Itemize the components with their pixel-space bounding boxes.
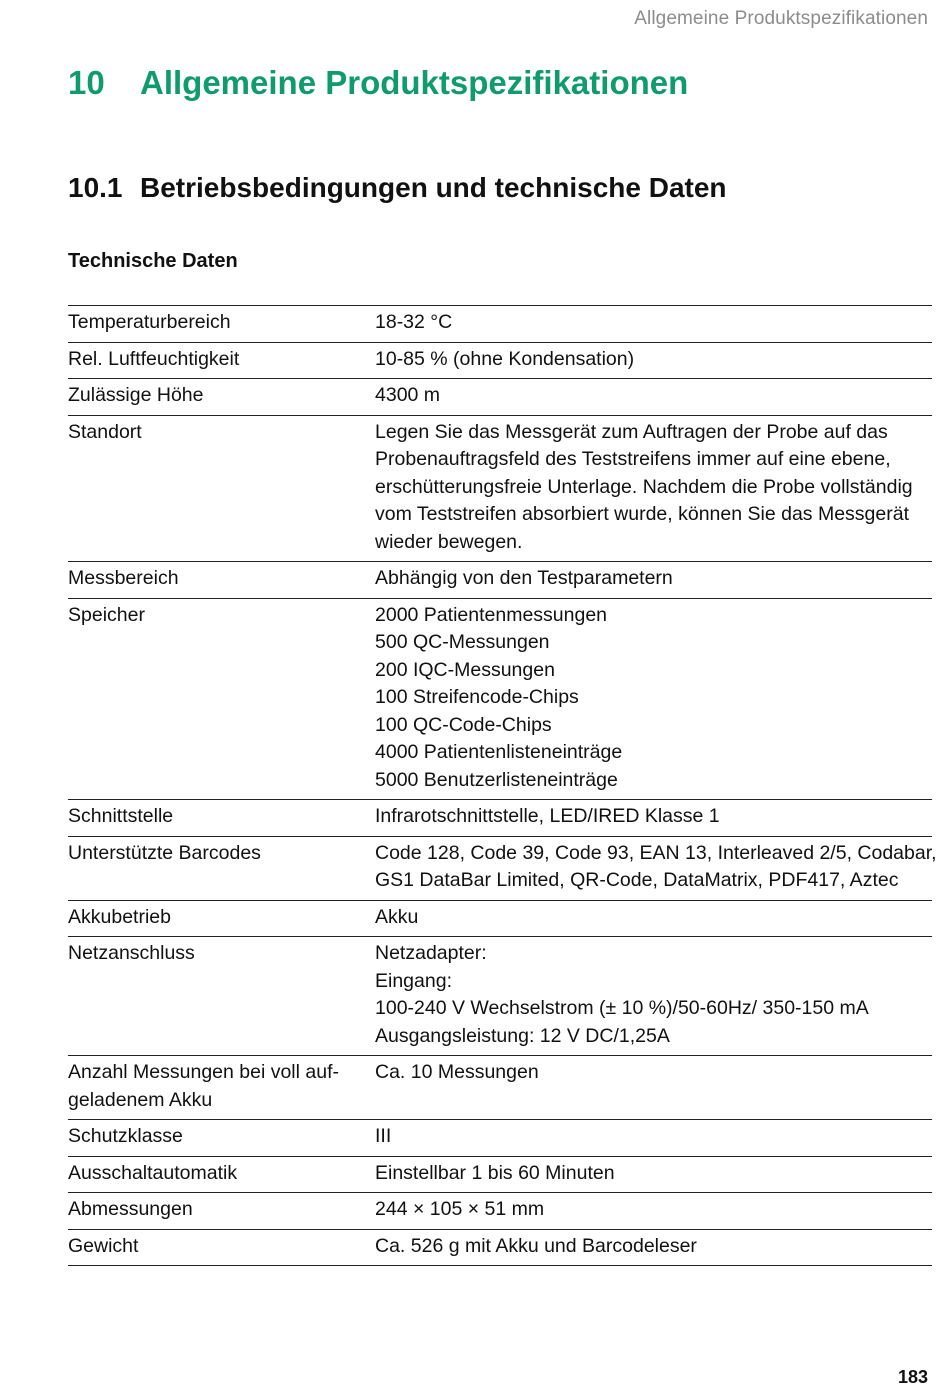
spec-label-line: Unterstützte Barcodes	[68, 841, 261, 864]
section-number: 10.1	[68, 172, 123, 203]
subheading-technical-data: Technische Daten	[68, 250, 238, 272]
spec-value-line: 18-32 °C	[375, 311, 453, 333]
spec-value-line: 4300 m	[375, 384, 441, 406]
spec-label	[68, 346, 375, 374]
spec-value	[375, 346, 932, 374]
table-row	[68, 1157, 932, 1194]
spec-label-line: Anzahl Messungen bei voll auf-	[68, 1061, 339, 1083]
spec-label-line: Schutzklasse	[68, 1125, 183, 1147]
table-row	[68, 901, 932, 938]
spec-value-line: Abhängig von den Testparametern	[375, 567, 673, 589]
table-row	[68, 562, 932, 599]
table-row	[68, 306, 932, 343]
spec-value	[375, 904, 932, 932]
spec-label	[68, 803, 375, 831]
spec-label-line: Ausschaltautomatik	[68, 1161, 238, 1184]
spec-value-line: III	[375, 1125, 392, 1147]
spec-label-line: Standort	[68, 420, 142, 443]
spec-label-line: geladenem Akku	[68, 1088, 213, 1111]
spec-value-line: wieder bewegen.	[375, 530, 523, 553]
spec-value-line: Probenauftragsfeld des Teststreifens immer auf eine ebene,	[375, 448, 891, 470]
spec-label	[68, 904, 375, 932]
spec-value-line: 244 × 105 × 51 mm	[375, 1198, 545, 1220]
spec-label-line: Abmessungen	[68, 1198, 193, 1220]
table-row	[68, 379, 932, 416]
spec-value-line: Code 128, Code 39, Code 93, EAN 13, Interleaved 2/5, Codabar,	[375, 841, 937, 864]
spec-label-line: Gewicht	[68, 1234, 139, 1257]
spec-value-line: Legen Sie das Messgerät zum Auftragen der Probe auf das	[375, 420, 888, 443]
table-row	[68, 1193, 932, 1230]
spec-label	[68, 840, 375, 895]
spec-label	[68, 1123, 375, 1151]
spec-label	[68, 419, 375, 557]
spec-value-line: Einstellbar 1 bis 60 Minuten	[375, 1161, 615, 1184]
spec-value-line: 10-85 % (ohne Kondensation)	[375, 347, 635, 370]
spec-value	[375, 940, 932, 1050]
spec-label	[68, 309, 375, 337]
spec-label-line: Messbereich	[68, 567, 179, 589]
spec-value-line: 2000 Patientenmessungen	[375, 603, 608, 626]
spec-label	[68, 1233, 375, 1261]
spec-label-line: Zulässige Höhe	[68, 384, 204, 406]
table-row	[68, 800, 932, 837]
spec-value-line: 5000 Benutzerlisteneinträge	[375, 768, 618, 791]
spec-value-line: 4000 Patientenlisteneinträge	[375, 741, 623, 763]
table-row	[68, 1230, 932, 1267]
spec-value	[375, 565, 932, 593]
spec-value-line: Ausgangsleistung: 12 V DC/1,25A	[375, 1024, 670, 1047]
spec-value	[375, 309, 932, 337]
spec-label	[68, 940, 375, 1050]
spec-label-line: Rel. Luftfeuchtigkeit	[68, 347, 240, 370]
spec-value	[375, 1196, 932, 1224]
spec-value-line: 100-240 V Wechselstrom (± 10 %)/50-60Hz/ 350-150 mA	[375, 997, 869, 1019]
spec-value-line: 100 Streifencode-Chips	[375, 686, 579, 708]
spec-label	[68, 1196, 375, 1224]
spec-value-line: 200 IQC-Messungen	[375, 658, 555, 681]
table-row	[68, 343, 932, 380]
table-row	[68, 837, 937, 901]
spec-value	[375, 419, 932, 557]
chapter-title	[68, 64, 688, 102]
spec-value-line: 500 QC-Messungen	[375, 631, 550, 653]
spec-value	[375, 1233, 932, 1261]
running-header: Allgemeine Produktspezifikationen	[634, 8, 928, 29]
table-row	[68, 937, 932, 1056]
spec-value	[375, 1123, 932, 1151]
spec-value-line: Netzadapter:	[375, 942, 487, 964]
spec-value-line: erschütterungsfreie Unterlage. Nachdem die Probe vollständig	[375, 475, 913, 498]
table-row	[68, 1056, 932, 1120]
section-title	[68, 172, 727, 204]
spec-label	[68, 602, 375, 795]
spec-value-line: vom Teststreifen absorbiert wurde, können Sie das Messgerät	[375, 503, 909, 525]
spec-value	[375, 1059, 932, 1114]
spec-label	[68, 382, 375, 410]
spec-value	[375, 803, 932, 831]
spec-value-line: 100 QC-Code-Chips	[375, 713, 552, 736]
spec-value-line: Eingang:	[375, 969, 452, 992]
spec-value	[375, 382, 932, 410]
spec-table	[68, 305, 937, 1266]
section-title-text: Betriebsbedingungen und technische Daten	[140, 172, 727, 203]
spec-value-line: Ca. 10 Messungen	[375, 1061, 539, 1083]
table-row	[68, 599, 932, 801]
spec-value	[375, 840, 937, 895]
spec-label-line: Temperaturbereich	[68, 311, 231, 333]
page-number: 183	[897, 1367, 928, 1387]
chapter-title-text: Allgemeine Produktspezifikationen	[140, 64, 689, 101]
spec-label-line: Akkubetrieb	[68, 905, 171, 928]
spec-label-line: Speicher	[68, 603, 145, 626]
chapter-number: 10	[68, 64, 105, 101]
spec-label-line: Schnittstelle	[68, 805, 174, 827]
spec-value-line: Infrarotschnittstelle, LED/IRED Klasse 1	[375, 805, 720, 827]
spec-value-line: Ca. 526 g mit Akku und Barcodeleser	[375, 1234, 697, 1257]
spec-label	[68, 1059, 375, 1114]
spec-value-line: Akku	[375, 905, 419, 928]
table-row	[68, 416, 932, 563]
spec-label	[68, 565, 375, 593]
spec-value	[375, 1160, 932, 1188]
spec-value-line: GS1 DataBar Limited, QR-Code, DataMatrix, PDF417, Aztec	[375, 869, 899, 891]
spec-label-line: Netzanschluss	[68, 942, 195, 964]
table-row	[68, 1120, 932, 1157]
spec-label	[68, 1160, 375, 1188]
spec-value	[375, 602, 932, 795]
